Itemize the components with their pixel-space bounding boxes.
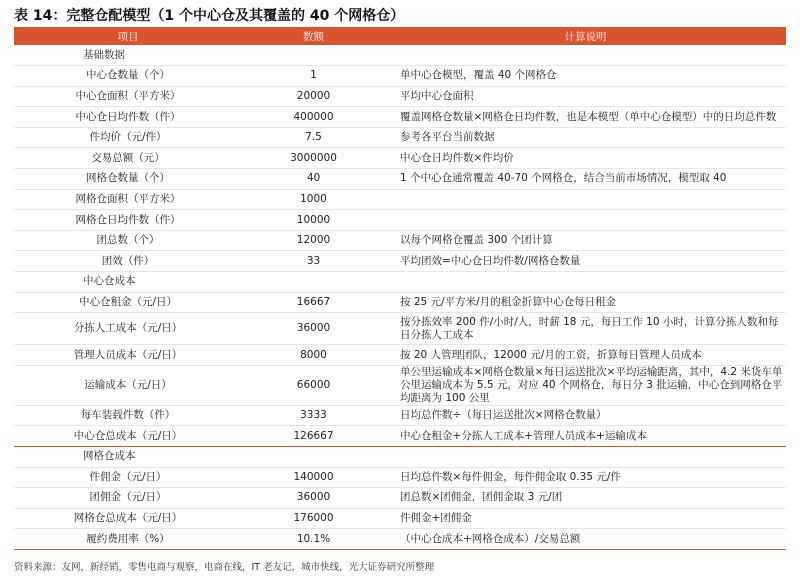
value-cell: 36000 (242, 488, 385, 509)
table-row (14, 210, 786, 231)
item-cell: 交易总额（元） (14, 148, 242, 169)
value-cell: 12000 (242, 230, 385, 251)
description-cell: 平均中心仓面积 (385, 86, 786, 107)
table-row (14, 189, 786, 210)
table-row (14, 345, 786, 366)
value-cell: 126667 (242, 426, 385, 447)
table-row (14, 488, 786, 509)
item-cell: 中心仓总成本（元/日） (14, 426, 242, 447)
description-cell: 中心仓日均件数×件均价 (385, 148, 786, 169)
item-cell: 件均价（元/件） (14, 127, 242, 148)
table-row (14, 529, 786, 550)
description-cell: 按分拣效率 200 件/小时/人，时薪 18 元，每日工作 10 小时，计算分拣人数和每日分拣人工成本 (385, 313, 786, 345)
table-row (14, 148, 786, 169)
value-cell: 1 (242, 66, 385, 87)
table-row (14, 292, 786, 313)
item-cell: 中心仓面积（平方米） (14, 86, 242, 107)
item-cell: 中心仓成本 (14, 272, 242, 293)
table-row (14, 467, 786, 488)
table-row (14, 169, 786, 190)
table-row (14, 251, 786, 272)
item-cell: 中心仓日均件数（件） (14, 107, 242, 128)
item-cell: 分拣人工成本（元/日） (14, 313, 242, 345)
value-cell: 10.1% (242, 529, 385, 550)
description-cell (385, 447, 786, 468)
header-value: 数额 (242, 27, 385, 45)
item-cell: 中心仓租金（元/日） (14, 292, 242, 313)
value-cell: 176000 (242, 508, 385, 529)
description-cell: 单中心仓模型，覆盖 40 个网格仓 (385, 66, 786, 87)
value-cell: 36000 (242, 313, 385, 345)
table-row (14, 107, 786, 128)
item-cell: 网格仓数量（个） (14, 169, 242, 190)
table-header-row (14, 27, 786, 45)
description-cell: 按 25 元/平方米/月的租金折算中心仓每日租金 (385, 292, 786, 313)
item-cell: 件佣金（元/日） (14, 467, 242, 488)
value-cell: 7.5 (242, 127, 385, 148)
description-cell (385, 189, 786, 210)
table-row (14, 127, 786, 148)
table-row (14, 66, 786, 87)
description-cell: 中心仓租金+分拣人工成本+管理人员成本+运输成本 (385, 426, 786, 447)
value-cell (242, 447, 385, 468)
description-cell: 平均团效=中心仓日均件数/网格仓数量 (385, 251, 786, 272)
table-title: 表 14：完整仓配模型（1 个中心仓及其覆盖的 40 个网格仓） (14, 8, 405, 24)
description-cell: 日均总件数×每件佣金，每件佣金取 0.35 元/件 (385, 467, 786, 488)
description-cell: 日均总件数÷（每日运送批次×网格仓数量） (385, 405, 786, 426)
header-item: 项目 (14, 27, 242, 45)
item-cell: 履约费用率（%） (14, 529, 242, 550)
description-cell: 团总数×团佣金，团佣金取 3 元/团 (385, 488, 786, 509)
section-row (14, 447, 786, 468)
table-row (14, 365, 786, 405)
section-row (14, 272, 786, 293)
value-cell: 140000 (242, 467, 385, 488)
header-description: 计算说明 (385, 27, 786, 45)
table-row (14, 405, 786, 426)
description-cell: 1 个中心仓通常覆盖 40-70 个网格仓，结合当前市场情况，模型取 40 (385, 169, 786, 190)
item-cell: 团效（件） (14, 251, 242, 272)
item-cell: 中心仓数量（个） (14, 66, 242, 87)
value-cell (242, 45, 385, 66)
item-cell: 团总数（个） (14, 230, 242, 251)
description-cell: 覆盖网格仓数量×网格仓日均件数，也是本模型（单中心仓模型）中的日均总件数 (385, 107, 786, 128)
value-cell (242, 272, 385, 293)
description-cell (385, 272, 786, 293)
table-row (14, 508, 786, 529)
item-cell: 网格仓日均件数（件） (14, 210, 242, 231)
value-cell: 3333 (242, 405, 385, 426)
value-cell: 40 (242, 169, 385, 190)
description-cell: 按 20 人管理团队，12000 元/月的工资，折算每日管理人员成本 (385, 345, 786, 366)
value-cell: 1000 (242, 189, 385, 210)
description-cell: （中心仓成本+网格仓成本）/交易总额 (385, 529, 786, 550)
description-cell: 单公里运输成本×网格仓数量×每日运送批次×平均运输距离，其中，4.2 米货车单公里运输成本为 5.5 元，对应 40 个网格仓，每日分 3 批运输，中心仓到网格仓平均距离为 100 公里 (385, 365, 786, 405)
value-cell: 400000 (242, 107, 385, 128)
table-row (14, 86, 786, 107)
cost-model-table (14, 27, 786, 550)
value-cell: 33 (242, 251, 385, 272)
description-cell (385, 210, 786, 231)
value-cell: 20000 (242, 86, 385, 107)
item-cell: 基础数据 (14, 45, 242, 66)
table-row (14, 313, 786, 345)
item-cell: 每车装载件数（件） (14, 405, 242, 426)
value-cell: 3000000 (242, 148, 385, 169)
item-cell: 网格仓总成本（元/日） (14, 508, 242, 529)
source-note: 资料来源：友网，新经销，零售电商与观察，电商在线，IT 老友记，城市快线，光大证券研究所整理 (14, 562, 435, 573)
table-row (14, 426, 786, 447)
item-cell: 网格仓成本 (14, 447, 242, 468)
item-cell: 管理人员成本（元/日） (14, 345, 242, 366)
description-cell: 参考各平台当前数据 (385, 127, 786, 148)
section-row (14, 45, 786, 66)
value-cell: 10000 (242, 210, 385, 231)
table-row (14, 230, 786, 251)
item-cell: 团佣金（元/日） (14, 488, 242, 509)
item-cell: 网格仓面积（平方米） (14, 189, 242, 210)
value-cell: 16667 (242, 292, 385, 313)
description-cell: 以每个网格仓覆盖 300 个团计算 (385, 230, 786, 251)
value-cell: 8000 (242, 345, 385, 366)
item-cell: 运输成本（元/日） (14, 365, 242, 405)
description-cell (385, 45, 786, 66)
value-cell: 66000 (242, 365, 385, 405)
description-cell: 件佣金+团佣金 (385, 508, 786, 529)
